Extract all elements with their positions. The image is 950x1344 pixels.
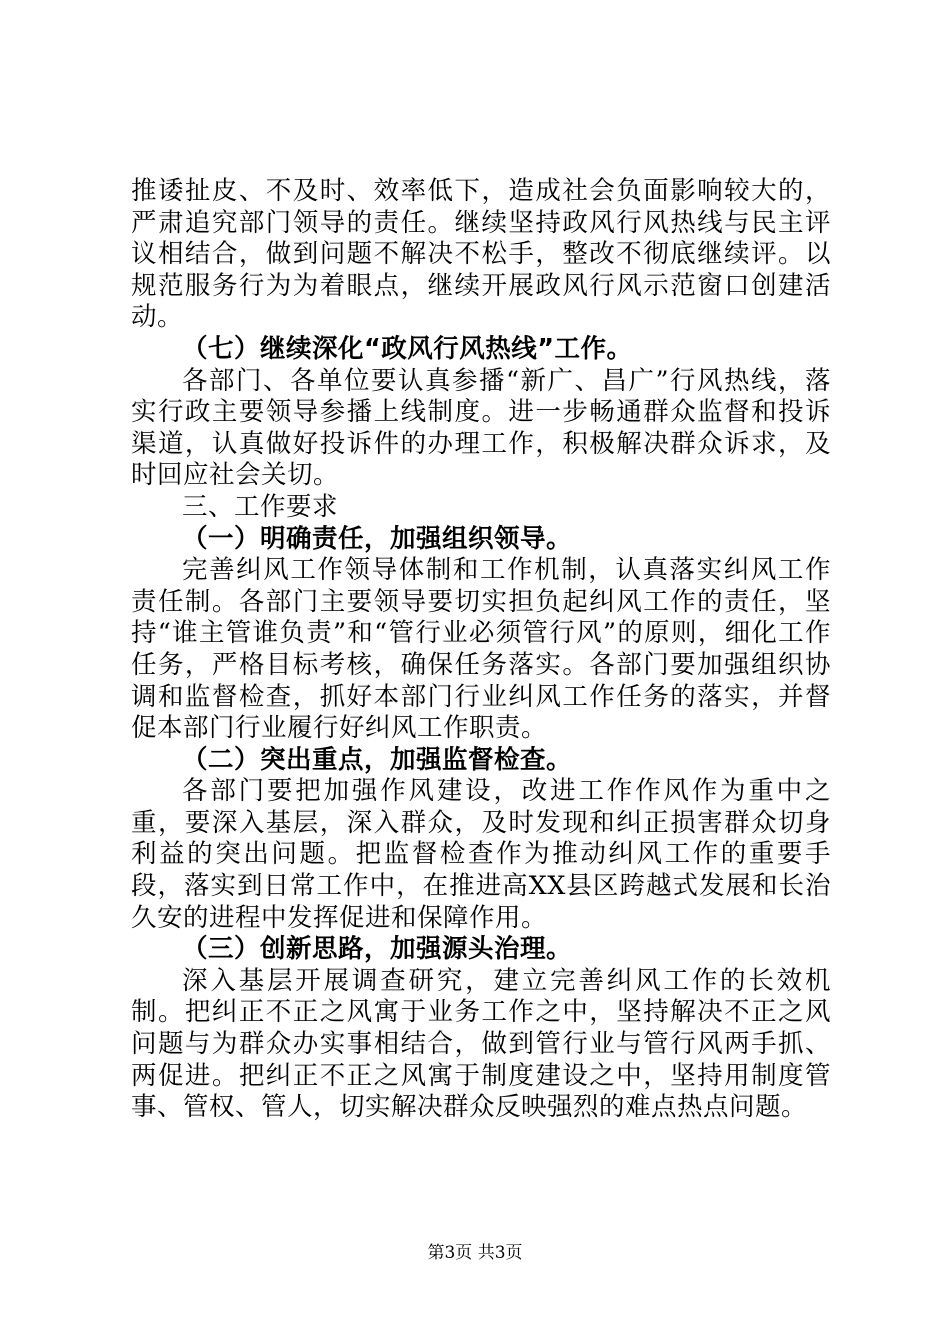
- section-heading-requirements: 三、工作要求: [182, 491, 339, 522]
- heading-item-2: （二）突出重点，加强监督检查。: [182, 744, 573, 775]
- paragraph-responsibility: 完善纠风工作领导体制和工作机制，认真落实纠风工作责任制。各部门主要领导要切实担负起纠风工作的责任，坚持“谁主管谁负责”和“管行业必须管行风”的原则，细化工作任务，严格目标考核，确保任务落实。各部门要加强组织协调和监督检查，抓好本部门行业纠风工作任务的落实，并督促本部门行业履行好纠风工作职责。: [131, 555, 831, 744]
- heading-item-7: （七）继续深化“政风行风热线”工作。: [182, 333, 633, 364]
- paragraph-continuation: 推诿扯皮、不及时、效率低下，造成社会负面影响较大的，严肃追究部门领导的责任。继续坚持政风行风热线与民主评议相结合，做到问题不解决不松手，整改不彻底继续评。以规范服务行为为着眼点，继续开展政风行风示范窗口创建活动。: [131, 176, 831, 333]
- page-number-label: 第3页 共3页: [427, 1243, 523, 1263]
- heading-item-3: （三）创新思路，加强源头治理。: [182, 934, 573, 965]
- page-footer: [0, 1242, 950, 1264]
- paragraph-hotline: 各部门、各单位要认真参播“新广、昌广”行风热线，落实行政主要领导参播上线制度。进一步畅通群众监督和投诉渠道，认真做好投诉件的办理工作，积极解决群众诉求，及时回应社会关切。: [131, 365, 831, 491]
- paragraph-supervision: 各部门要把加强作风建设，改进工作作风作为重中之重，要深入基层，深入群众，及时发现和纠正损害群众切身利益的突出问题。把监督检查作为推动纠风工作的重要手段，落实到日常工作中，在推进高XX县区跨越式发展和长治久安的进程中发挥促进和保障作用。: [131, 776, 831, 933]
- heading-item-1: （一）明确责任，加强组织领导。: [182, 523, 573, 554]
- document-body: [131, 176, 831, 1124]
- paragraph-source-governance: 深入基层开展调查研究，建立完善纠风工作的长效机制。把纠正不正之风寓于业务工作之中，坚持解决不正之风问题与为群众办实事相结合，做到管行业与管行风两手抓、两促进。把纠正不正之风寓于制度建设之中，坚持用制度管事、管权、管人，切实解决群众反映强烈的难点热点问题。: [131, 965, 831, 1123]
